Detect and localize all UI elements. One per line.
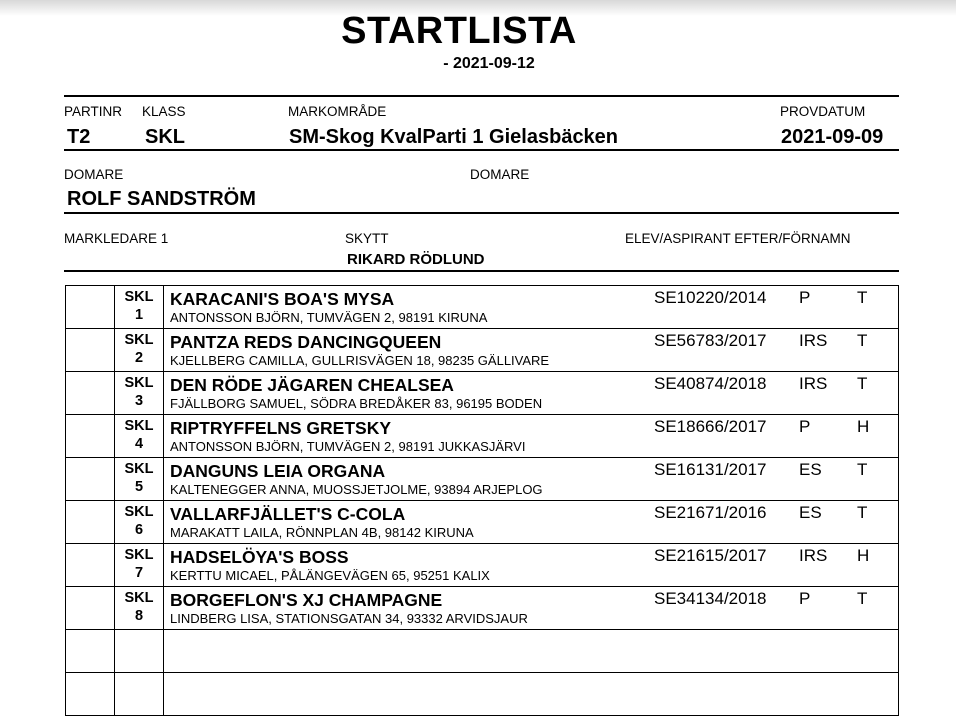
entry-details bbox=[164, 286, 899, 329]
blank-cell bbox=[66, 372, 115, 415]
blank-cell bbox=[115, 673, 164, 716]
markledare-label: MARKLEDARE 1 bbox=[64, 231, 169, 246]
markomrade-label: MARKOMRÅDE bbox=[288, 104, 387, 119]
sex-code: T bbox=[857, 460, 868, 479]
dog-name: DEN RÖDE JÄGAREN CHEALSEA bbox=[170, 375, 454, 395]
klass-value: SKL bbox=[145, 126, 185, 148]
blank-cell bbox=[164, 673, 899, 716]
skytt-label: SKYTT bbox=[345, 231, 389, 246]
registration-number: SE16131/2017 bbox=[654, 460, 767, 479]
sex-code: T bbox=[857, 374, 868, 393]
start-list-table bbox=[65, 285, 899, 716]
owner-address: KALTENEGGER ANNA, MUOSSJETJOLME, 93894 ARJEPLOG bbox=[170, 482, 543, 497]
domare-1-label: DOMARE bbox=[64, 167, 124, 182]
owner-address: KERTTU MICAEL, PÅLÄNGEVÄGEN 65, 95251 KALIX bbox=[170, 568, 490, 583]
entry-details bbox=[164, 587, 899, 630]
table-row bbox=[66, 372, 899, 415]
blank-cell bbox=[66, 286, 115, 329]
owner-address: LINDBERG LISA, STATIONSGATAN 34, 93332 ARVIDSJAUR bbox=[170, 611, 528, 626]
breed-code: P bbox=[799, 417, 811, 436]
owner-address: FJÄLLBORG SAMUEL, SÖDRA BREDÅKER 83, 96195 BODEN bbox=[170, 396, 543, 411]
entry-details bbox=[164, 372, 899, 415]
domare-1-value: ROLF SANDSTRÖM bbox=[67, 188, 256, 210]
table-row bbox=[66, 458, 899, 501]
entry-class: SKL bbox=[124, 590, 154, 606]
blank-cell bbox=[66, 501, 115, 544]
entry-class-number bbox=[115, 415, 164, 458]
table-row-empty bbox=[66, 673, 899, 716]
entry-class: SKL bbox=[124, 547, 154, 563]
table-row bbox=[66, 415, 899, 458]
page-title: STARTLISTA bbox=[341, 10, 577, 52]
blank-cell bbox=[66, 630, 115, 673]
entry-class-number bbox=[115, 458, 164, 501]
blank-cell bbox=[164, 630, 899, 673]
divider bbox=[64, 95, 899, 97]
blank-cell bbox=[66, 415, 115, 458]
domare-2-label: DOMARE bbox=[470, 167, 530, 182]
partinr-label: PARTINR bbox=[64, 104, 123, 119]
registration-number: SE10220/2014 bbox=[654, 288, 767, 307]
sex-code: T bbox=[857, 331, 868, 350]
registration-number: SE34134/2018 bbox=[654, 589, 767, 608]
sex-code: T bbox=[857, 589, 868, 608]
entry-number: 6 bbox=[134, 522, 144, 538]
entry-class: SKL bbox=[124, 504, 154, 520]
elev-aspirant-label: ELEV/ASPIRANT EFTER/FÖRNAMN bbox=[625, 231, 851, 246]
table-row bbox=[66, 544, 899, 587]
registration-number: SE56783/2017 bbox=[654, 331, 767, 350]
partinr-value: T2 bbox=[67, 126, 91, 148]
dog-name: BORGEFLON'S XJ CHAMPAGNE bbox=[170, 590, 443, 610]
entry-class-number bbox=[115, 286, 164, 329]
entry-number: 8 bbox=[134, 608, 144, 624]
provdatum-label: PROVDATUM bbox=[780, 104, 866, 119]
entry-number: 3 bbox=[134, 393, 144, 409]
registration-number: SE21671/2016 bbox=[654, 503, 767, 522]
blank-cell bbox=[66, 458, 115, 501]
entry-class-number bbox=[115, 501, 164, 544]
dog-name: VALLARFJÄLLET'S C-COLA bbox=[170, 504, 406, 524]
entry-details bbox=[164, 415, 899, 458]
owner-address: KJELLBERG CAMILLA, GULLRISVÄGEN 18, 98235 GÄLLIVARE bbox=[170, 353, 550, 368]
dog-name: PANTZA REDS DANCINGQUEEN bbox=[170, 332, 442, 352]
entry-class: SKL bbox=[124, 418, 154, 434]
breed-code: ES bbox=[799, 503, 822, 522]
registration-number: SE21615/2017 bbox=[654, 546, 767, 565]
entry-number: 5 bbox=[134, 479, 144, 495]
breed-code: P bbox=[799, 589, 811, 608]
blank-cell bbox=[66, 587, 115, 630]
breed-code: IRS bbox=[799, 546, 828, 565]
table-row bbox=[66, 286, 899, 329]
divider bbox=[64, 149, 899, 151]
table-row-empty bbox=[66, 630, 899, 673]
provdatum-value: 2021-09-09 bbox=[781, 126, 884, 148]
breed-code: P bbox=[799, 288, 811, 307]
entry-class: SKL bbox=[124, 461, 154, 477]
dog-name: DANGUNS LEIA ORGANA bbox=[170, 461, 386, 481]
sex-code: T bbox=[857, 288, 868, 307]
skytt-value: RIKARD RÖDLUND bbox=[347, 251, 485, 268]
dog-name: RIPTRYFFELNS GRETSKY bbox=[170, 418, 392, 438]
entry-class: SKL bbox=[124, 289, 154, 305]
blank-cell bbox=[66, 329, 115, 372]
klass-label: KLASS bbox=[142, 104, 186, 119]
owner-address: ANTONSSON BJÖRN, TUMVÄGEN 2, 98191 KIRUNA bbox=[170, 310, 488, 325]
breed-code: ES bbox=[799, 460, 822, 479]
dog-name: KARACANI'S BOA'S MYSA bbox=[170, 289, 395, 309]
entry-class: SKL bbox=[124, 375, 154, 391]
table-row bbox=[66, 329, 899, 372]
entry-number: 2 bbox=[134, 350, 144, 366]
entry-number: 1 bbox=[134, 307, 144, 323]
sex-code: H bbox=[857, 546, 870, 565]
table-row bbox=[66, 501, 899, 544]
owner-address: MARAKATT LAILA, RÖNNPLAN 4B, 98142 KIRUNA bbox=[170, 525, 474, 540]
blank-cell bbox=[66, 544, 115, 587]
markomrade-value: SM-Skog KvalParti 1 Gielasbäcken bbox=[289, 126, 619, 148]
entry-class-number bbox=[115, 372, 164, 415]
entry-class-number bbox=[115, 329, 164, 372]
entry-class-number bbox=[115, 587, 164, 630]
page-subtitle-date: - 2021-09-12 bbox=[443, 55, 535, 72]
blank-cell bbox=[115, 630, 164, 673]
entry-details bbox=[164, 329, 899, 372]
sex-code: T bbox=[857, 503, 868, 522]
entry-number: 7 bbox=[134, 565, 144, 581]
breed-code: IRS bbox=[799, 374, 828, 393]
registration-number: SE18666/2017 bbox=[654, 417, 767, 436]
divider bbox=[64, 212, 899, 214]
breed-code: IRS bbox=[799, 331, 828, 350]
table-row bbox=[66, 587, 899, 630]
entry-details bbox=[164, 458, 899, 501]
sex-code: H bbox=[857, 417, 870, 436]
dog-name: HADSELÖYA'S BOSS bbox=[170, 547, 349, 567]
entry-class-number bbox=[115, 544, 164, 587]
registration-number: SE40874/2018 bbox=[654, 374, 767, 393]
entry-class: SKL bbox=[124, 332, 154, 348]
owner-address: ANTONSSON BJÖRN, TUMVÄGEN 2, 98191 JUKKASJÄRVI bbox=[170, 439, 526, 454]
entry-details bbox=[164, 544, 899, 587]
entry-details bbox=[164, 501, 899, 544]
divider bbox=[64, 270, 899, 272]
entry-number: 4 bbox=[134, 436, 144, 452]
blank-cell bbox=[66, 673, 115, 716]
